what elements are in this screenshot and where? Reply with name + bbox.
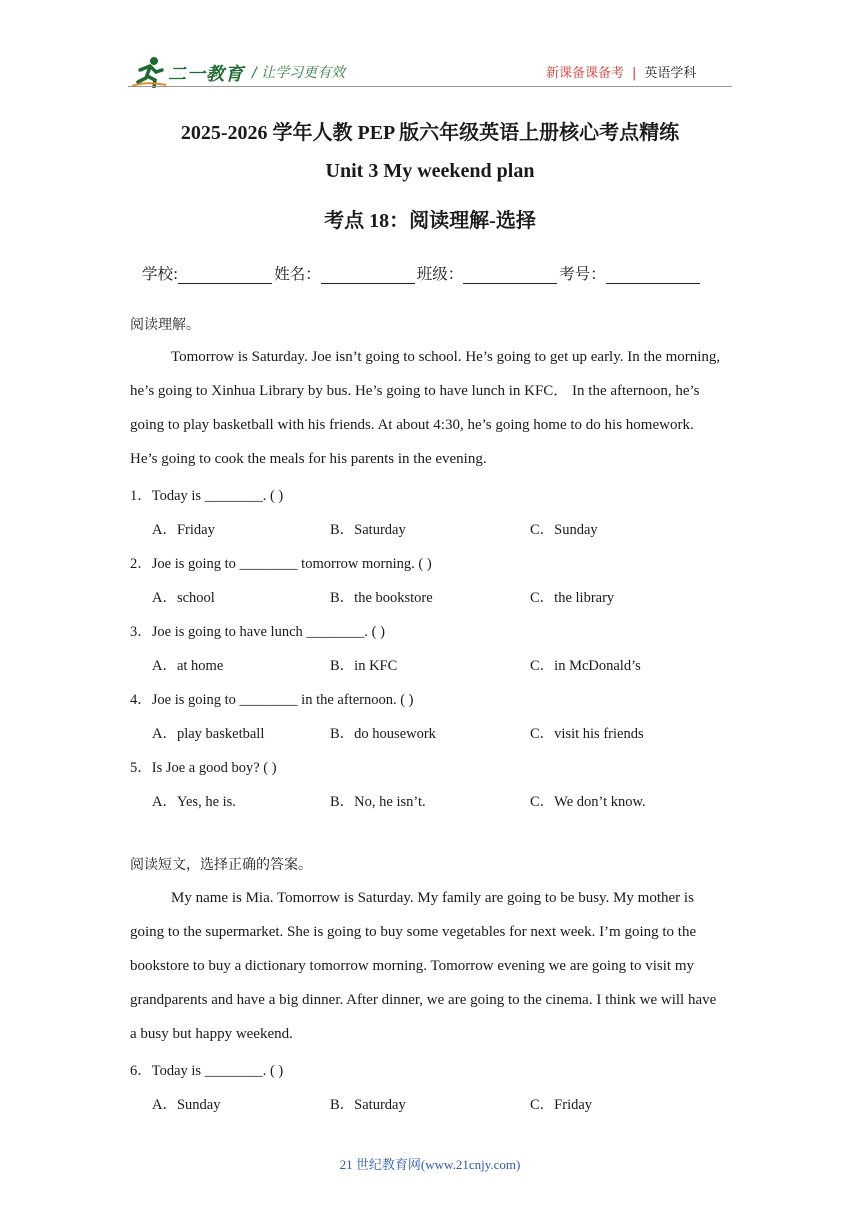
option-b[interactable]: B．the bookstore [330, 590, 433, 606]
question-stem: 1．Today is ________. ( ) [130, 488, 284, 504]
header-divider [128, 86, 732, 87]
option-b[interactable]: B．do housework [330, 726, 436, 742]
passage-line: he’s going to Xinhua Library by bus. He’s going to have lunch in KFC． In the afternoon, he’s [130, 383, 700, 399]
student-info-row [142, 262, 702, 284]
option-b[interactable]: B．Saturday [330, 1097, 406, 1113]
school-label: 学校: [142, 265, 179, 283]
section2-label: 阅读短文，选择正确的答案。 [130, 857, 312, 873]
header-right [546, 62, 696, 81]
passage-line: bookstore to buy a dictionary tomorrow morning. Tomorrow evening we are going to visit my [130, 958, 694, 974]
passage-line: grandparents and have a big dinner. After dinner, we are going to the cinema. I think we will have [130, 992, 717, 1008]
question-stem: 5．Is Joe a good boy? ( ) [130, 760, 277, 776]
unit-title: Unit 3 My weekend plan [325, 160, 535, 182]
runner-logo-icon [132, 56, 166, 88]
header-subject: 英语学科 [644, 66, 697, 81]
page-footer[interactable]: 21 世纪教育网(www.21cnjy.com) [339, 1157, 521, 1172]
option-b[interactable]: B．in KFC [330, 658, 398, 674]
option-a[interactable]: A．Friday [152, 522, 215, 538]
name-blank[interactable] [321, 267, 415, 284]
section2-passage [130, 881, 732, 1051]
option-c[interactable]: C．We don’t know. [530, 794, 646, 810]
option-c[interactable]: C．Friday [530, 1097, 593, 1113]
option-c[interactable]: C．Sunday [530, 522, 598, 538]
number-label: 考号： [559, 265, 606, 283]
passage-line: He’s going to cook the meals for his parents in the evening. [130, 451, 487, 467]
header-slogan: / 让学习更有效 [252, 65, 346, 81]
option-b[interactable]: B．No, he isn’t. [330, 794, 426, 810]
doc-title: 2025-2026 学年人教 PEP 版六年级英语上册核心考点精练 [180, 122, 680, 144]
logo-text: 二一教育 [168, 64, 244, 84]
question-stem: 2．Joe is going to ________ tomorrow morning. ( ) [130, 556, 432, 572]
topic-title: 考点 18：阅读理解-选择 [324, 210, 536, 232]
school-blank[interactable] [178, 267, 272, 284]
passage-line: a busy but happy weekend. [130, 1026, 293, 1042]
class-label: 班级： [416, 265, 464, 283]
question-stem: 6．Today is ________. ( ) [130, 1063, 284, 1079]
class-blank[interactable] [463, 267, 557, 284]
page-header [0, 0, 860, 100]
section1-label: 阅读理解。 [130, 317, 200, 333]
option-c[interactable]: C．the library [530, 590, 615, 606]
option-a[interactable]: A．Yes, he is. [152, 794, 236, 810]
question-stem: 4．Joe is going to ________ in the afternoon. ( ) [130, 692, 414, 708]
question-stem: 3．Joe is going to have lunch ________. ( ) [130, 624, 385, 640]
option-a[interactable]: A．at home [152, 658, 224, 674]
name-label: 姓名： [274, 265, 321, 283]
header-separator: | [632, 66, 637, 81]
option-a[interactable]: A．Sunday [152, 1097, 221, 1113]
option-c[interactable]: C．in McDonald’s [530, 658, 641, 674]
option-c[interactable]: C．visit his friends [530, 726, 644, 742]
option-a[interactable]: A．play basketball [152, 726, 265, 742]
passage-line: Tomorrow is Saturday. Joe isn’t going to school. He’s going to get up early. In the morning, [171, 349, 721, 365]
passage-line: going to the supermarket. She is going to buy some vegetables for next week. I’m going to the [130, 924, 697, 940]
number-blank[interactable] [606, 267, 700, 284]
header-course-label: 新课备课备考 [546, 66, 625, 81]
option-a[interactable]: A．school [152, 590, 215, 606]
passage-line: going to play basketball with his friends. At about 4:30, he’s going home to do his homework. [130, 417, 694, 433]
passage-line: My name is Mia. Tomorrow is Saturday. My family are going to be busy. My mother is [171, 890, 694, 906]
section1-passage [130, 340, 732, 476]
option-b[interactable]: B．Saturday [330, 522, 406, 538]
